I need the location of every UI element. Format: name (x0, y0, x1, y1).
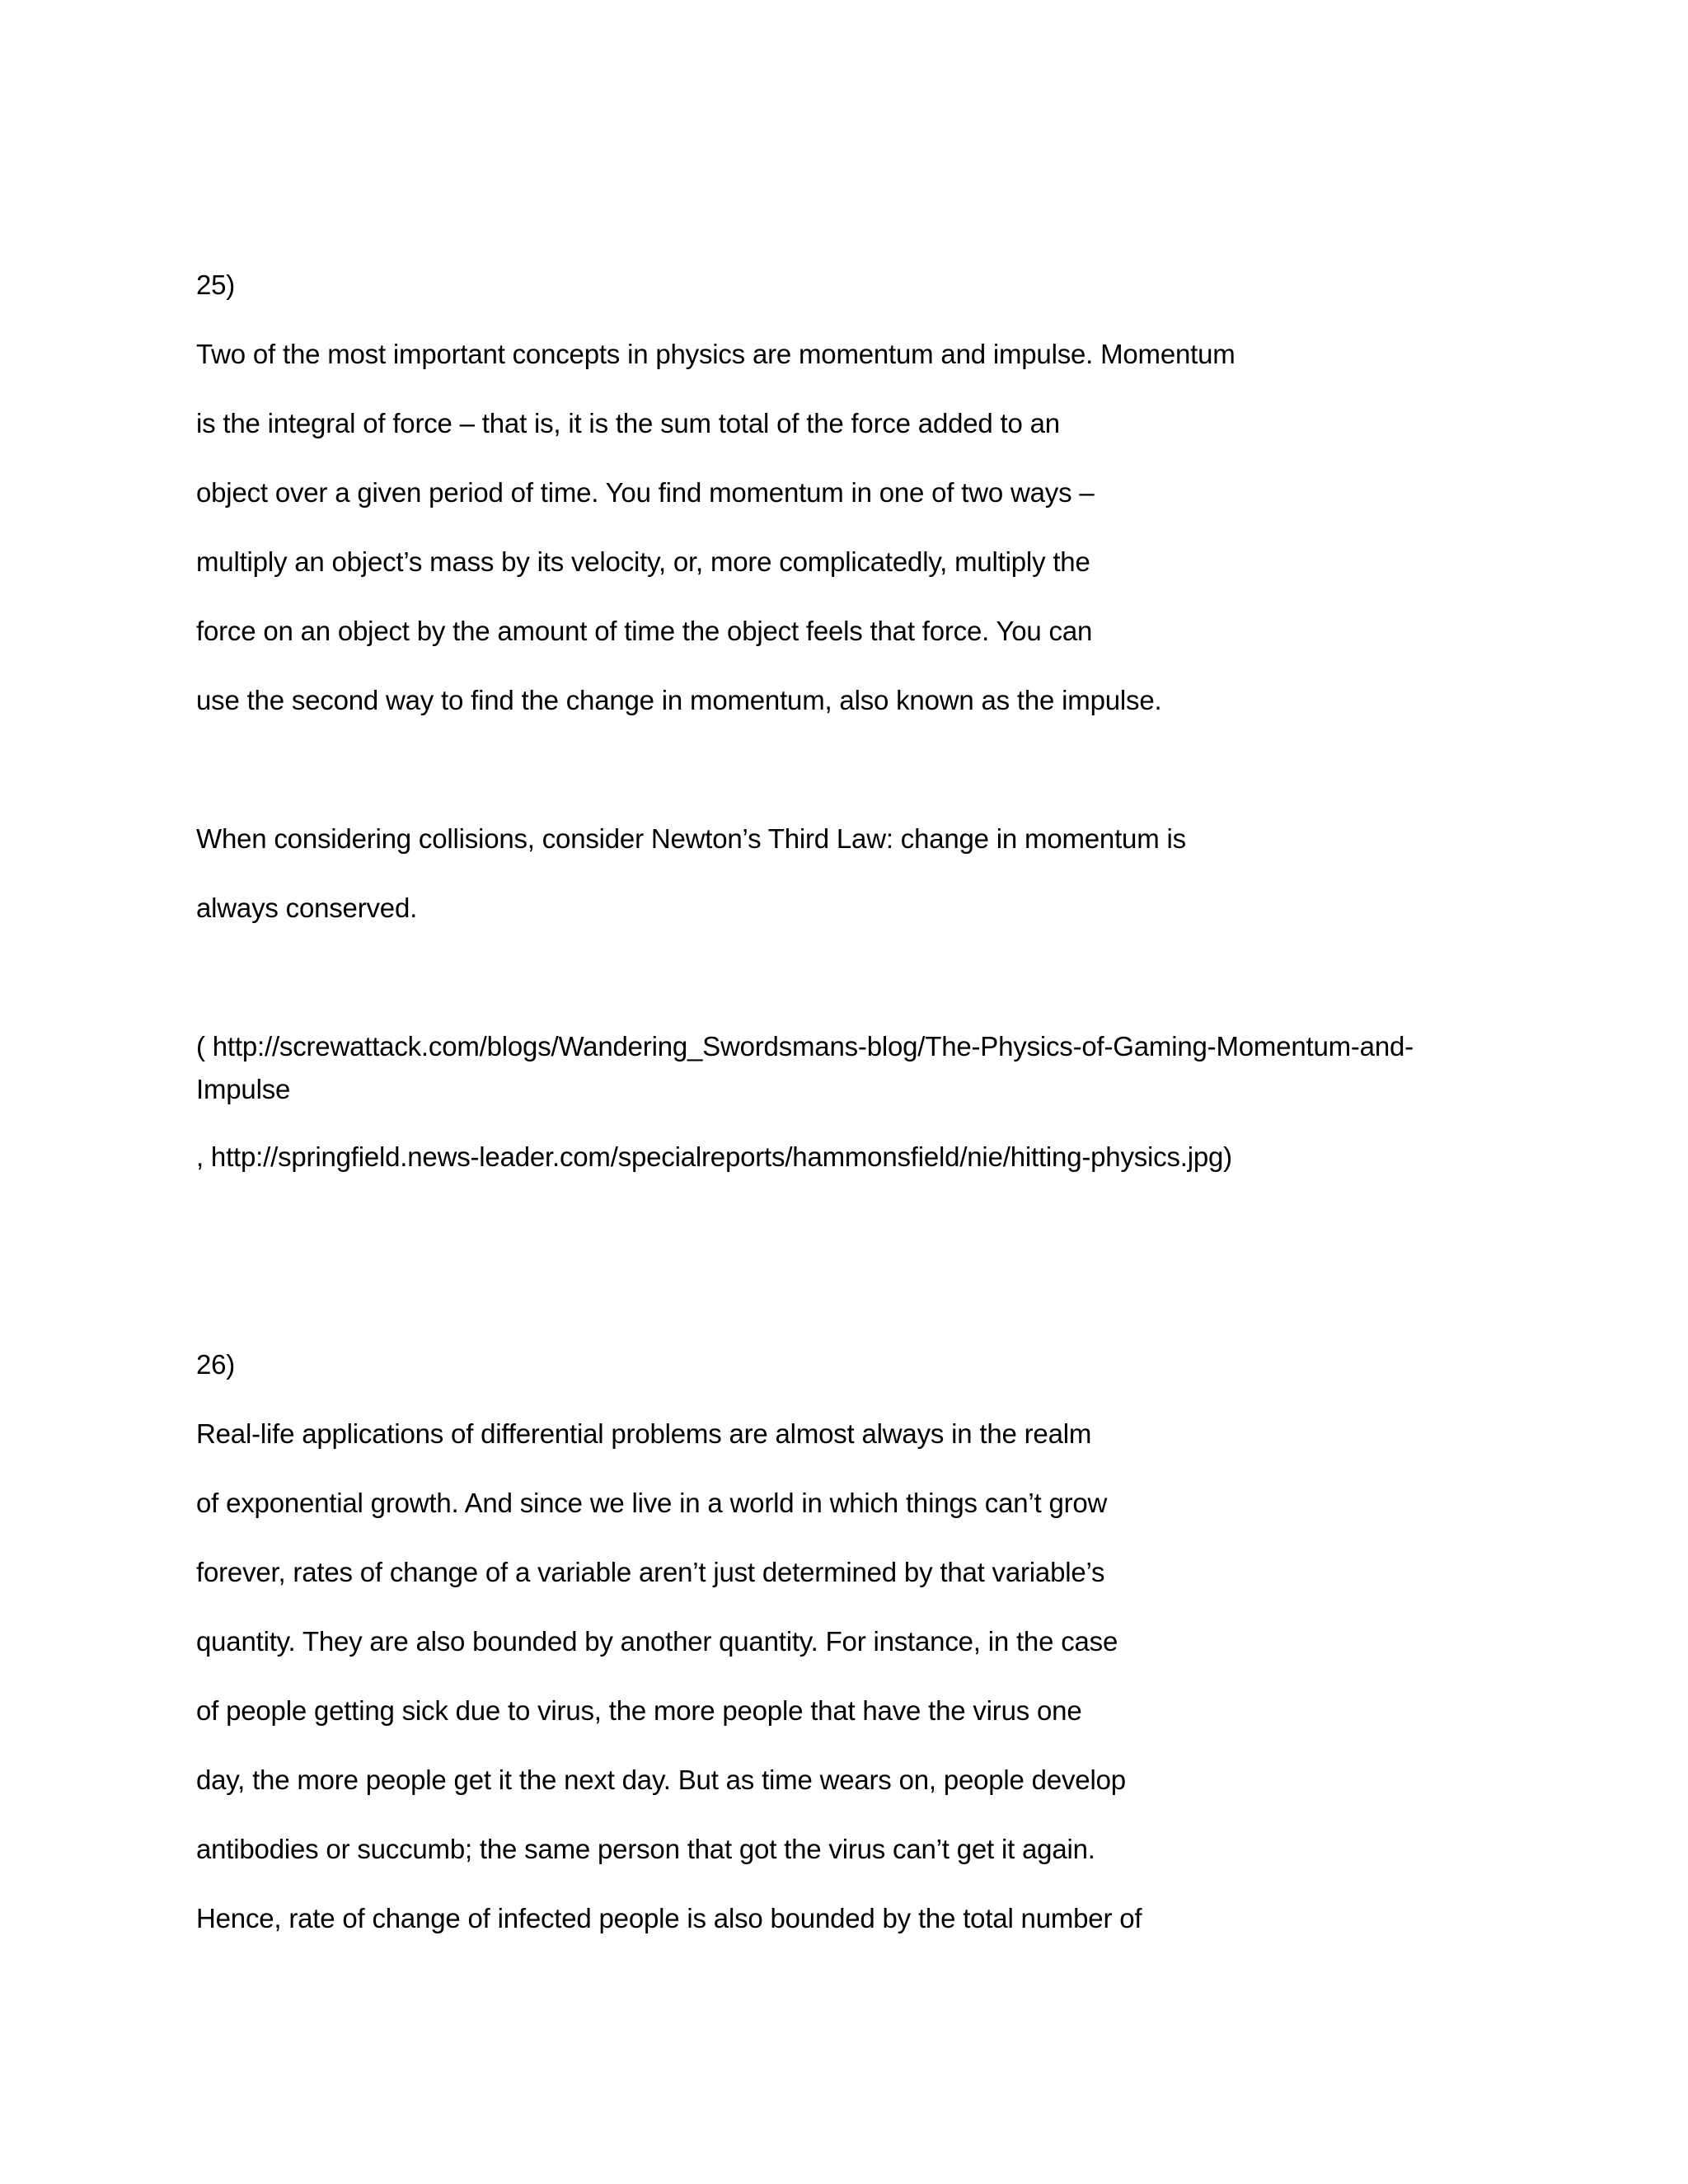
paragraph-line: multiply an object’s mass by its velocity, or, more complicatedly, multiply the (196, 546, 1090, 577)
paragraph-line: antibodies or succumb; the same person that got the virus can’t get it again. (196, 1834, 1095, 1864)
paragraph-line: is the integral of force – that is, it is the sum total of the force added to an (196, 408, 1060, 438)
paragraph-line: Real-life applications of differential problems are almost always in the realm (196, 1418, 1092, 1449)
reference-line: Impulse (196, 1074, 291, 1104)
paragraph-line: day, the more people get it the next day. But as time wears on, people develop (196, 1765, 1126, 1795)
paragraph-line: force on an object by the amount of time the object feels that force. You can (196, 616, 1093, 646)
paragraph-line: always conserved. (196, 893, 418, 923)
paragraph-line: object over a given period of time. You find momentum in one of two ways – (196, 477, 1095, 508)
paragraph-line: Hence, rate of change of infected people is also bounded by the total number of (196, 1903, 1142, 1933)
reference-line: ( http://screwattack.com/blogs/Wandering_Swordsmans-blog/The-Physics-of-Gaming-Momentum-and- (196, 1031, 1414, 1062)
paragraph-line: of people getting sick due to virus, the more people that have the virus one (196, 1695, 1082, 1726)
paragraph-line: forever, rates of change of a variable aren’t just determined by that variable’s (196, 1557, 1105, 1587)
section-number: 26) (196, 1349, 236, 1380)
reference-line: , http://springfield.news-leader.com/specialreports/hammonsfield/nie/hitting-physics.jpg) (196, 1141, 1232, 1172)
paragraph-line: quantity. They are also bounded by another quantity. For instance, in the case (196, 1626, 1118, 1657)
section-number: 25) (196, 269, 236, 300)
paragraph-line: use the second way to find the change in momentum, also known as the impulse. (196, 685, 1162, 715)
paragraph-line: Two of the most important concepts in physics are momentum and impulse. Momentum (196, 339, 1236, 369)
paragraph-line: of exponential growth. And since we live in a world in which things can’t grow (196, 1488, 1108, 1518)
paragraph-line: When considering collisions, consider Newton’s Third Law: change in momentum is (196, 823, 1186, 854)
